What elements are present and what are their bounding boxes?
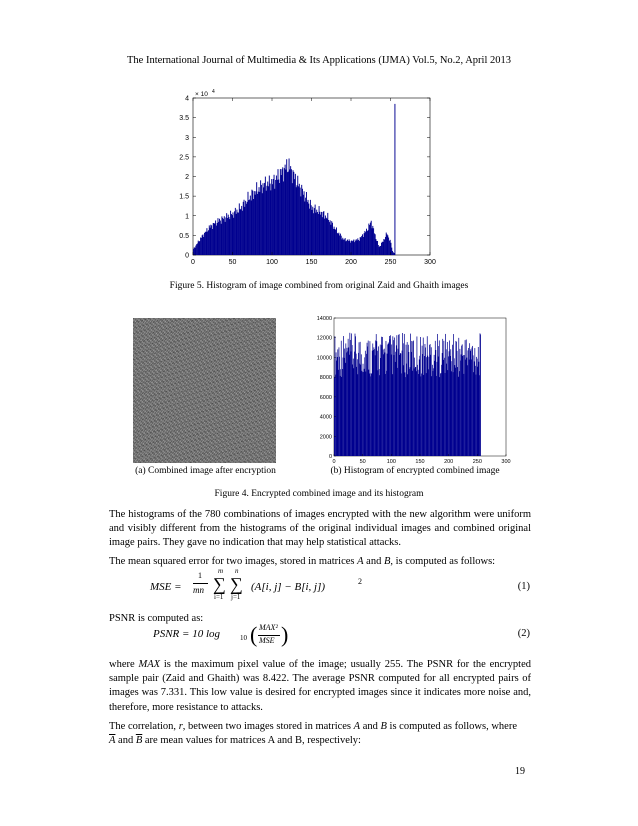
matrix-b: B bbox=[380, 721, 387, 732]
x-tick-label: 300 bbox=[501, 459, 511, 465]
b-bar: $\overline{B}$ bbox=[135, 735, 143, 747]
figure5-histogram bbox=[160, 88, 450, 273]
page-number: 19 bbox=[515, 766, 525, 777]
paragraph-mse-intro bbox=[109, 555, 531, 569]
x-tick-label: 300 bbox=[424, 259, 436, 266]
a-bar: $\overline{A}$ bbox=[109, 735, 116, 747]
figure4-caption: Figure 4. Encrypted combined image and its histogram bbox=[214, 489, 424, 499]
x-tick-label: 150 bbox=[415, 459, 425, 465]
x-tick-label: 200 bbox=[444, 459, 454, 465]
mse-exponent: 2 bbox=[358, 577, 362, 586]
text-run: and bbox=[118, 735, 136, 747]
paragraph-histograms: The histograms of the 780 combinations of images encrypted with the new algorithm were uniform and visibly different from the histograms of the original individual images and combined original image pairs. They gave no indication that may help statistical attacks. bbox=[109, 509, 531, 549]
psnr-lhs: PSNR = 10 log bbox=[153, 628, 221, 640]
sum1-top: m bbox=[218, 567, 224, 575]
paragraph-psnr-intro: PSNR is computed as: bbox=[109, 613, 204, 624]
paren-right: ) bbox=[281, 622, 289, 647]
text-run: is computed as follows, where bbox=[386, 721, 517, 732]
subcaption-b: (b) Histogram of encrypted combined image bbox=[330, 466, 500, 476]
text-run: where bbox=[109, 659, 139, 670]
psnr-frac-num: MAX² bbox=[259, 623, 278, 632]
y-tick-label: 0 bbox=[185, 252, 189, 260]
x-tick-label: 200 bbox=[345, 259, 357, 266]
psnr-frac-den: MSE bbox=[259, 636, 275, 645]
y-tick-label: 4 bbox=[185, 95, 189, 103]
encrypted-image bbox=[133, 318, 276, 463]
matrix-a: A bbox=[353, 721, 361, 732]
histogram-bar bbox=[480, 334, 481, 456]
psnr-equation bbox=[153, 622, 530, 652]
text-run: , between two images stored in matrices bbox=[182, 721, 354, 732]
text-run: and bbox=[360, 721, 381, 732]
mse-frac-bar bbox=[193, 583, 208, 584]
x-tick-label: 250 bbox=[472, 459, 482, 465]
text-run: is the maximum pixel value of the image; usually 255. The PSNR for the encrypted sample pair (Zaid and Ghaith) was 8.422. The average PSNR computed for all encrypted pairs of images was 7.331. This low value is desired for encrypted images since it indicates more noise and, therefore, more resistance to attacks. bbox=[109, 659, 531, 713]
y-tick-label: 8000 bbox=[319, 375, 332, 382]
sum1-bot: i=1 bbox=[214, 593, 224, 601]
sum2-bot: j=1 bbox=[231, 593, 241, 601]
x-tick-label: 50 bbox=[359, 459, 366, 465]
r-symbol: r bbox=[178, 721, 183, 732]
sum2-top: n bbox=[235, 567, 239, 575]
x-tick-label: 100 bbox=[386, 459, 396, 465]
y-tick-label: 4000 bbox=[319, 414, 332, 421]
text-run: The correlation, bbox=[109, 721, 179, 732]
y-tick-label: 10000 bbox=[316, 355, 332, 362]
y-tick-label: 3.5 bbox=[179, 115, 189, 123]
y-tick-label: 3 bbox=[185, 134, 189, 142]
text-run: The mean squared error for two images, stored in matrices bbox=[109, 556, 358, 567]
running-header: The International Journal of Multimedia & Its Applications (IJMA) Vol.5, No.2, April 2013 bbox=[127, 55, 511, 66]
matrix-b: B bbox=[383, 556, 391, 567]
y-tick-label: 2.5 bbox=[179, 154, 189, 162]
y-tick-label: 0 bbox=[328, 454, 332, 460]
y-tick-label: 2 bbox=[185, 174, 189, 181]
sum1-symbol: ∑ bbox=[213, 574, 226, 594]
equation-number-2: (2) bbox=[517, 628, 530, 639]
x-tick-label: 150 bbox=[305, 259, 318, 266]
equation-number-1: (1) bbox=[517, 581, 530, 592]
mse-frac-den: mn bbox=[193, 585, 204, 595]
mse-lhs: MSE = bbox=[150, 581, 182, 593]
x-tick-label: 0 bbox=[332, 459, 336, 465]
x-tick-label: 50 bbox=[228, 259, 237, 266]
mse-frac-num: 1 bbox=[198, 571, 202, 580]
x-tick-label: 250 bbox=[384, 259, 397, 266]
y-multiplier-exponent: 4 bbox=[212, 89, 215, 95]
text-run: and bbox=[363, 556, 384, 567]
subcaption-a: (a) Combined image after encryption bbox=[135, 466, 276, 476]
y-tick-label: 14000 bbox=[316, 316, 332, 322]
figure5-caption: Figure 5. Histogram of image combined from original Zaid and Ghaith images bbox=[169, 281, 469, 291]
sum2-symbol: ∑ bbox=[230, 574, 243, 594]
y-tick-label: 0.5 bbox=[179, 232, 189, 240]
x-tick-label: 0 bbox=[191, 259, 195, 266]
y-multiplier: × 10 bbox=[195, 91, 208, 98]
paragraph-psnr-result bbox=[109, 658, 531, 715]
max-symbol: MAX bbox=[138, 659, 161, 670]
x-tick-label: 100 bbox=[266, 259, 278, 266]
y-tick-label: 6000 bbox=[319, 394, 332, 401]
y-tick-label: 1.5 bbox=[179, 193, 189, 201]
paragraph-correlation bbox=[109, 720, 531, 748]
mse-body: (A[i, j] − B[i, j]) bbox=[251, 581, 326, 593]
mse-equation bbox=[150, 569, 530, 607]
paren-left: ( bbox=[250, 622, 258, 647]
histogram-bar bbox=[394, 104, 395, 255]
y-tick-label: 1 bbox=[185, 213, 189, 221]
matrix-a: A bbox=[357, 556, 364, 567]
text-run: , is computed as follows: bbox=[390, 556, 496, 567]
y-tick-label: 2000 bbox=[319, 434, 332, 441]
psnr-log-sub: 10 bbox=[240, 634, 247, 642]
y-tick-label: 12000 bbox=[316, 335, 332, 342]
text-run: are mean values for matrices A and B, respectively: bbox=[142, 735, 361, 747]
figure4-histogram bbox=[308, 312, 518, 467]
